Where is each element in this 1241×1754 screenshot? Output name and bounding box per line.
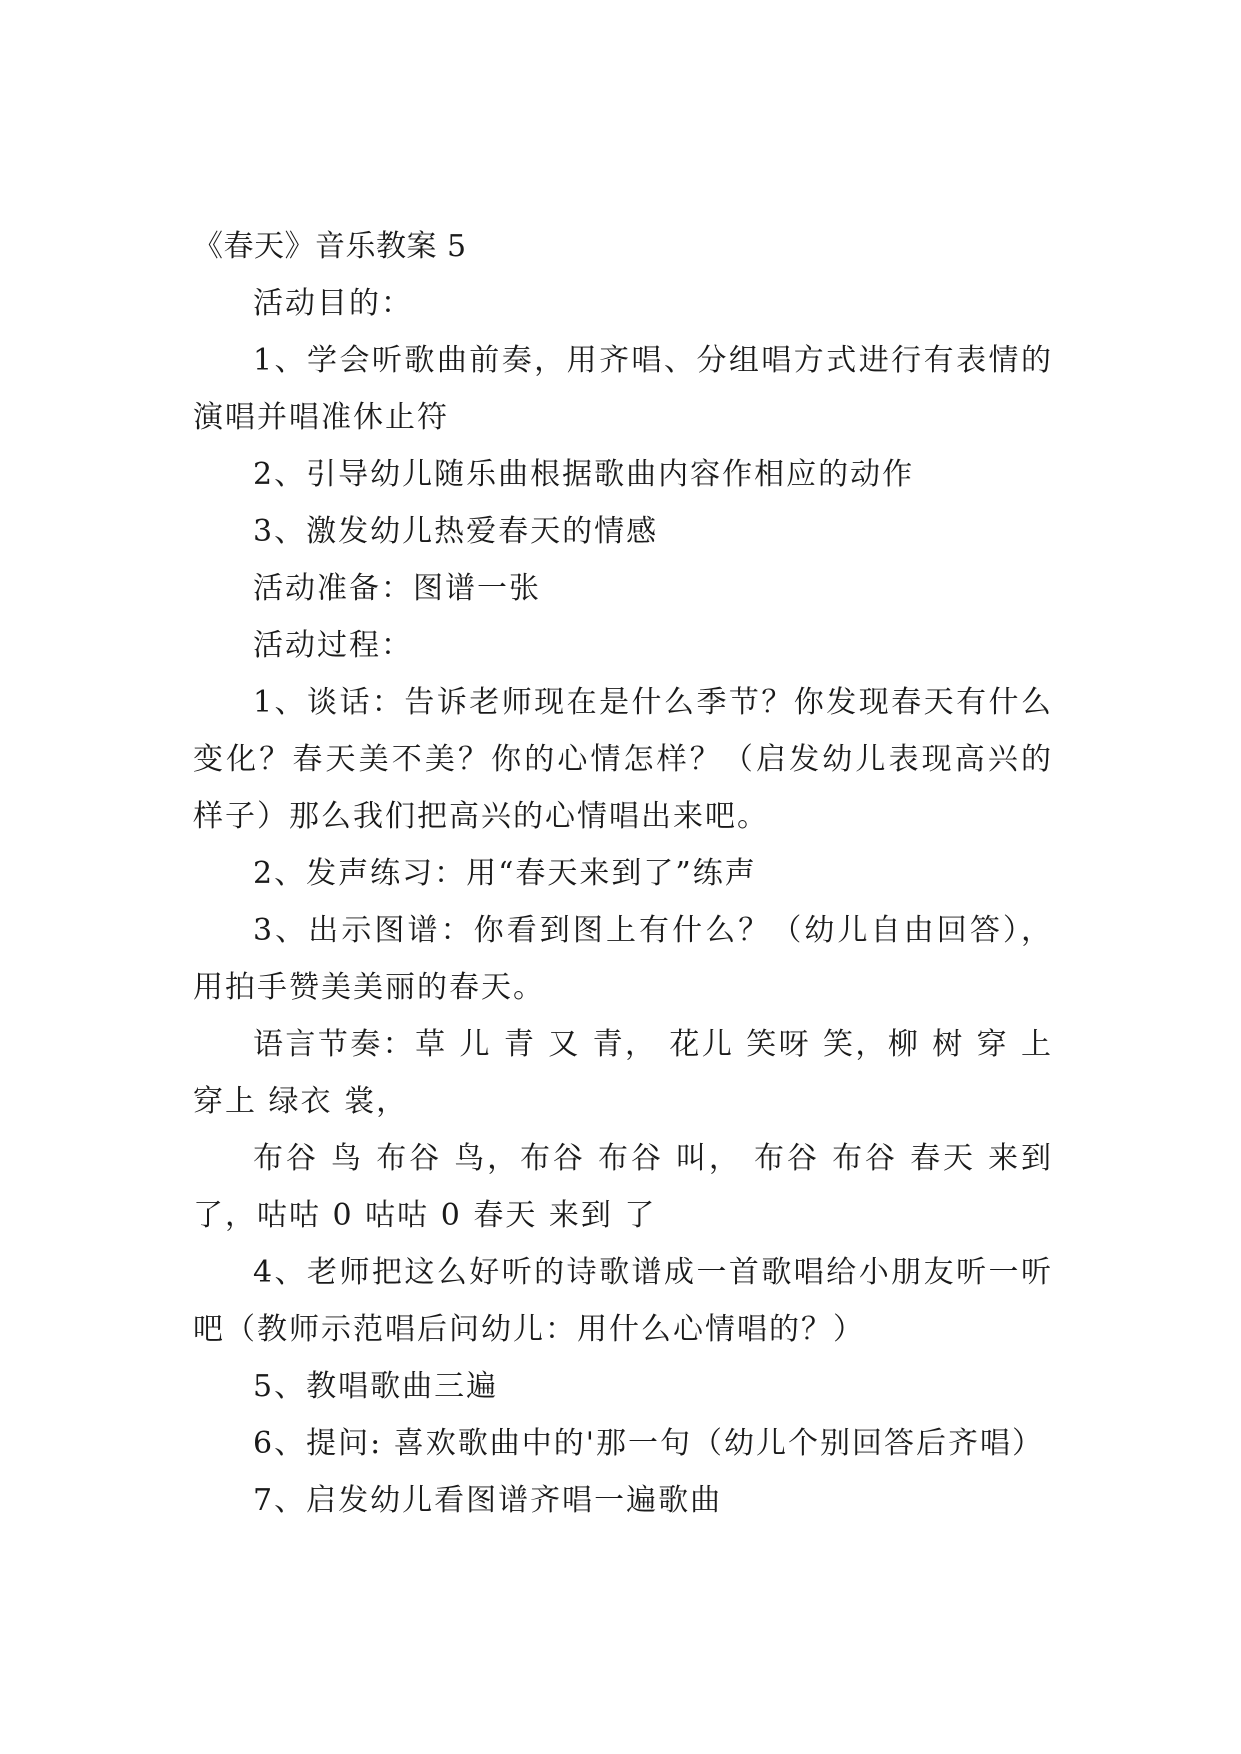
objective-item-1: 1、学会听歌曲前奏，用齐唱、分组唱方式进行有表情的演唱并唱准休止符 bbox=[193, 343, 1053, 435]
process-step-4: 4、老师把这么好听的诗歌谱成一首歌唱给小朋友听一听吧（教师示范唱后问幼儿：用什么心情唱的？） bbox=[193, 1255, 1053, 1347]
section-heading-objectives: 活动目的： bbox=[253, 286, 413, 321]
document-body bbox=[193, 218, 1065, 1529]
preparation-line: 活动准备：图谱一张 bbox=[253, 571, 541, 606]
objective-item-3: 3、激发幼儿热爱春天的情感 bbox=[253, 514, 659, 549]
process-step-1: 1、谈话：告诉老师现在是什么季节？你发现春天有什么变化？春天美不美？你的心情怎样？（启发幼儿表现高兴的样子）那么我们把高兴的心情唱出来吧。 bbox=[193, 685, 1053, 834]
document-title: 《春天》音乐教案 5 bbox=[193, 229, 467, 264]
rhythm-line-1: 语言节奏：草 儿 青 又 青， 花儿 笑呀 笑，柳 树 穿 上 穿上 绿衣 裳， bbox=[193, 1027, 1065, 1119]
section-heading-process: 活动过程： bbox=[253, 628, 413, 663]
process-step-2: 2、发声练习：用“春天来到了”练声 bbox=[253, 856, 757, 891]
objective-item-2: 2、引导幼儿随乐曲根据歌曲内容作相应的动作 bbox=[253, 457, 915, 492]
process-step-7: 7、启发幼儿看图谱齐唱一遍歌曲 bbox=[253, 1483, 723, 1518]
process-step-3: 3、出示图谱：你看到图上有什么？（幼儿自由回答），用拍手赞美美丽的春天。 bbox=[193, 913, 1053, 1005]
rhythm-line-2: 布谷 鸟 布谷 鸟，布谷 布谷 叫， 布谷 布谷 春天 来到 了，咕咕 0 咕咕 0 春天 来到 了 bbox=[193, 1141, 1065, 1233]
process-step-6: 6、提问: 喜欢歌曲中的'那一句（幼儿个别回答后齐唱） bbox=[253, 1426, 1044, 1461]
process-step-5: 5、教唱歌曲三遍 bbox=[253, 1369, 499, 1404]
